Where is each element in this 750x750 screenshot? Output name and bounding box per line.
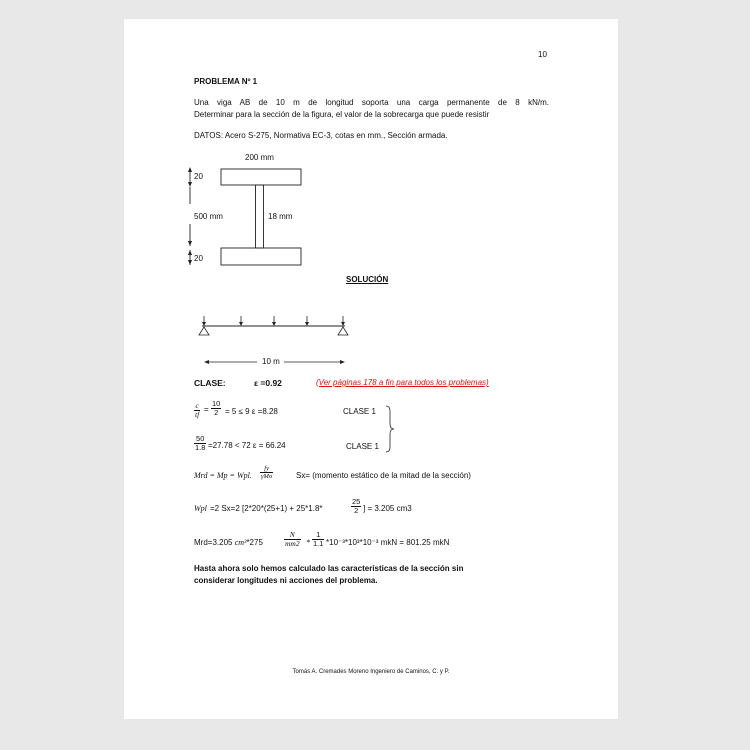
- fraction-25-2: $\frac{25}{2}$: [352, 497, 361, 515]
- page-reference-link[interactable]: (Ver páginas 178 a fin para todos los problemas): [316, 378, 489, 387]
- solution-heading: SOLUCIÓN: [346, 275, 389, 284]
- mrd-formula-lhs: Mrd = Mp = Wpl.: [194, 471, 252, 480]
- beam-span-label: 10 m: [262, 357, 280, 366]
- web-height-label: 500 mm: [194, 212, 223, 221]
- mrd-calculation: Mrd=3.205 cm³*275: [194, 538, 263, 547]
- statement-line-1: Una viga AB de 10 m de longitud soporta una carga permanente de 8 kN/m.: [194, 98, 549, 107]
- fraction-50-1.8: $\frac{50}{1.8}$: [195, 434, 206, 452]
- eq2-inequality: =27.78 < 72 ε = 66.24: [208, 441, 286, 450]
- sx-note: Sx= (momento estático de la mitad de la sección): [296, 471, 471, 480]
- eq1-equals: =: [204, 405, 209, 414]
- conclusion-line-1: Hasta ahora solo hemos calculado las características de la sección sin: [194, 564, 464, 573]
- mrd-result: *10⁻³*10³*10⁻³ mkN = 801.25 mkN: [326, 538, 450, 547]
- statement-line-2: Determinar para la sección de la figura, el valor de la sobrecarga que puede resistir: [194, 110, 490, 119]
- mrd-multiply: *: [306, 538, 310, 547]
- fraction-10-2: $\frac{10}{2}$: [212, 399, 221, 417]
- eq1-inequality: = 5 ≤ 9 ε =8.28: [225, 407, 278, 416]
- wpl-expression: =2 Sx=2 [2*20*(25+1) + 25*1.8*: [210, 504, 323, 513]
- clase-label: CLASE:: [194, 378, 226, 388]
- wpl-symbol: Wpl: [194, 504, 207, 513]
- fraction-c-tf: $\frac{c}{tf}$: [195, 401, 200, 419]
- page-footer: Tomás A. Cremades Moreno Ingeniero de Caminos, C. y P.: [292, 669, 450, 675]
- fraction-fy-gamma: fy γMo: [261, 465, 273, 480]
- fraction-n-mm2: $\frac{N}{mm2}$: [285, 530, 300, 548]
- problem-title: PROBLEMA Nº 1: [194, 77, 258, 86]
- conclusion-line-2: considerar longitudes ni acciones del problema.: [194, 576, 378, 585]
- wpl-result: ] = 3.205 cm3: [363, 504, 412, 513]
- document-page: [124, 19, 618, 719]
- datos-line: DATOS: Acero S-275, Normativa EC-3, cotas en mm., Sección armada.: [194, 131, 448, 140]
- bottom-flange-label: 20: [194, 254, 203, 263]
- top-flange-label: 20: [194, 172, 203, 181]
- page-number: 10: [538, 50, 547, 59]
- flange-width-label: 200 mm: [245, 153, 274, 162]
- fraction-1-1.1: $\frac{1}{1.1}$: [313, 530, 324, 548]
- eq1-class: CLASE 1: [343, 407, 376, 416]
- class-brace: [124, 19, 618, 719]
- eq2-class: CLASE 1: [346, 442, 379, 451]
- epsilon-value: ε =0.92: [254, 378, 282, 388]
- web-thickness-label: 18 mm: [268, 212, 293, 221]
